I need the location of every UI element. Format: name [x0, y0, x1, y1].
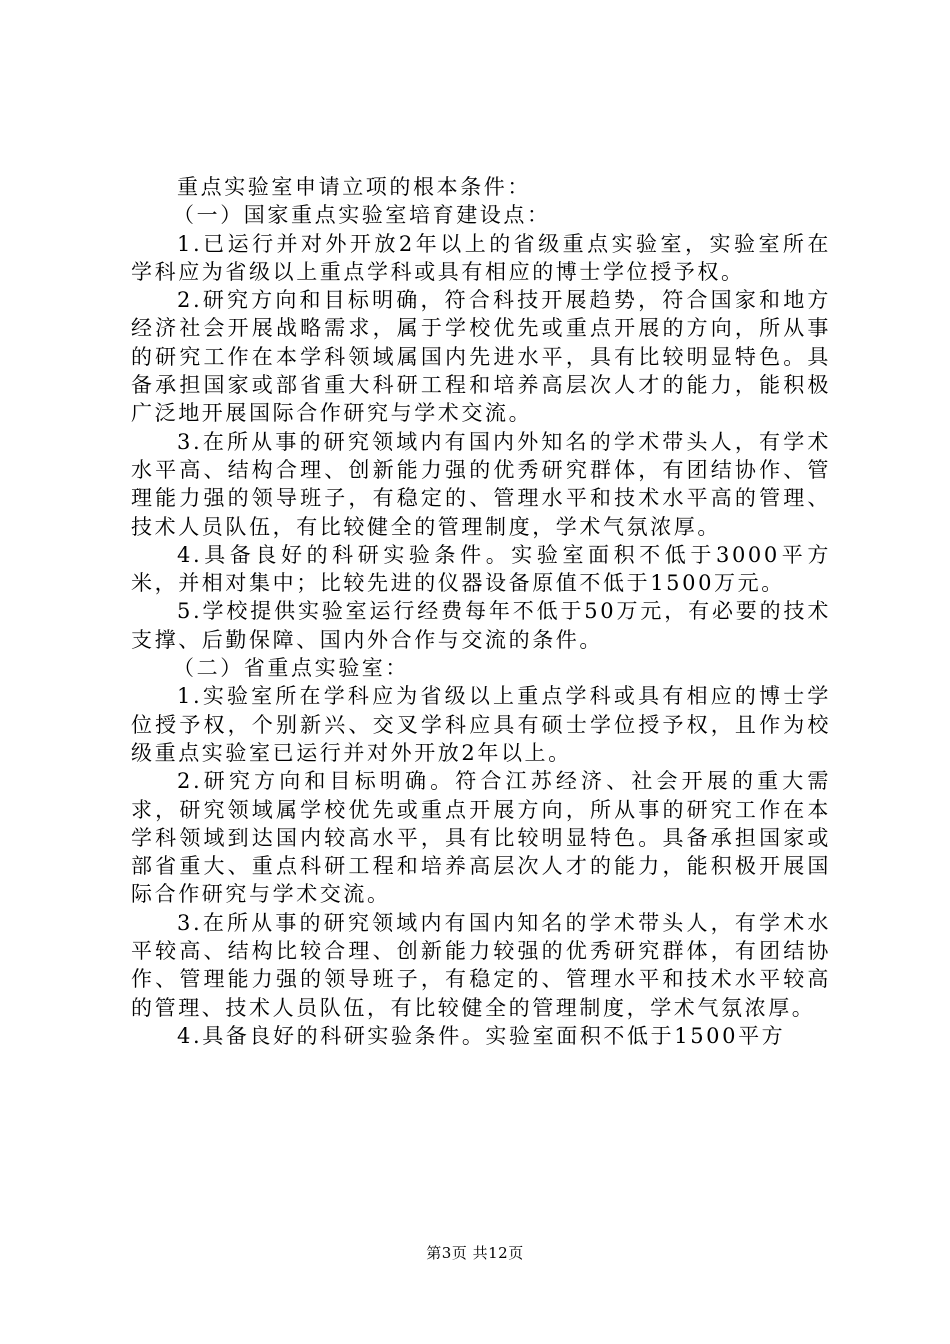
section-heading-national: （一）国家重点实验室培育建设点： [173, 203, 551, 228]
paragraph-national-2: 2.研究方向和目标明确，符合科技开展趋势，符合国家和地方经济社会开展战略需求，属于学校优先或重点开展的方向，所从事的研究工作在本学科领域属国内先进水平，具有比较明显特色。具备承担国家或部省重大科研工程和培养高层次人才的能力，能积极广泛地开展国际合作研究与学术交流。 [131, 288, 831, 426]
document-body [131, 173, 831, 1050]
paragraph-intro: 重点实验室申请立项的根本条件： [177, 175, 531, 199]
paragraph-national-3: 3.在所从事的研究领域内有国内外知名的学术带头人，有学术水平高、结构合理、创新能力强的优秀研究群体，有团结协作、管理能力强的领导班子，有稳定的、管理水平和技术水平高的管理、技术人员队伍，有比较健全的管理制度，学术气氛浓厚。 [131, 429, 831, 539]
section-heading-provincial: （二）省重点实验室： [173, 656, 409, 681]
paragraph-national-1: 1.已运行并对外开放2年以上的省级重点实验室，实验室所在学科应为省级以上重点学科或具有相应的博士学位授予权。 [131, 231, 831, 284]
paragraph-national-5: 5.学校提供实验室运行经费每年不低于50万元，有必要的技术支撑、后勤保障、国内外合作与交流的条件。 [131, 599, 831, 652]
paragraph-national-4: 4.具备良好的科研实验条件。实验室面积不低于3000平方米，并相对集中；比较先进的仪器设备原值不低于1500万元。 [131, 542, 831, 596]
paragraph-provincial-4: 4.具备良好的科研实验条件。实验室面积不低于1500平方 [177, 1023, 786, 1048]
paragraph-provincial-3: 3.在所从事的研究领域内有国内知名的学术带头人，有学术水平较高、结构比较合理、创新能力较强的优秀研究群体，有团结协作、管理能力强的领导班子，有稳定的、管理水平和技术水平较高的管理、技术人员队伍，有比较健全的管理制度，学术气氛浓厚。 [131, 910, 831, 1020]
page-footer [0, 1242, 950, 1263]
page-number: 第3页 共12页 [426, 1244, 524, 1262]
paragraph-provincial-2: 2.研究方向和目标明确。符合江苏经济、社会开展的重大需求，研究领域属学校优先或重点开展方向，所从事的研究工作在本学科领域到达国内较高水平，具有比较明显特色。具备承担国家或部省重大、重点科研工程和培养高层次人才的能力，能积极开展国际合作研究与学术交流。 [131, 769, 831, 907]
paragraph-provincial-1: 1.实验室所在学科应为省级以上重点学科或具有相应的博士学位授予权，个别新兴、交叉学科应具有硕士学位授予权，且作为校级重点实验室已运行并对外开放2年以上。 [131, 684, 831, 765]
